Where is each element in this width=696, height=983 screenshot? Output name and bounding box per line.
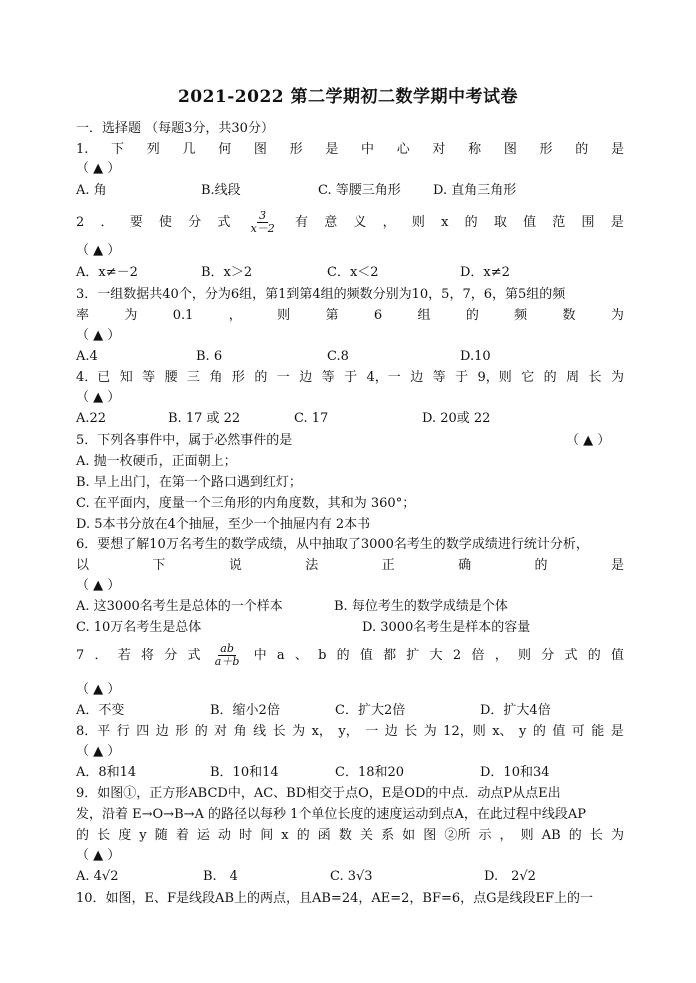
stem-word: 等 (321, 370, 335, 385)
stem-word: x， (311, 724, 332, 739)
stem-word: 动 (218, 828, 232, 843)
stem-word: 为 (124, 308, 138, 323)
stem-word: ， (494, 647, 508, 663)
stem-word: 关 (359, 828, 373, 843)
q9-option-a: A. 4√2 (76, 869, 119, 884)
stem-word: 的 (464, 214, 478, 230)
q6-option-a: A. 这3000名考生是总体的一个样本 (76, 599, 283, 614)
stem-word: 式 (217, 214, 231, 230)
q3-line2 (76, 307, 624, 325)
q7-option-c: C．扩大2倍 (335, 703, 406, 718)
fraction-denominator: a＋b (214, 655, 240, 668)
q9-line2: 发，沿着 E→O→B→A 的路径以每秒 1个单位长度的速度运动到点A，在此过程中线段AP (76, 807, 586, 822)
stem-word: 值 (552, 724, 566, 739)
q2-mark: （ ▲ ） (76, 243, 121, 258)
stem-word: 使 (158, 214, 172, 230)
stem-word: 知 (119, 370, 133, 385)
q5-mark: （ ▲ ） (566, 433, 611, 448)
q9-option-d: D. 2√2 (484, 869, 536, 884)
q9-line3 (76, 827, 624, 845)
q3-mark: （ ▲ ） (76, 328, 121, 343)
q10-line1: 10．如图，E、F是线段AB上的两点，且AB=24，AE=2，BF=6，点G是线段EF上的一 (76, 891, 594, 906)
q4-option-b: B. 17 或 22 (168, 411, 241, 426)
q1-option-a: A. 角 (76, 183, 107, 198)
stem-word: 说 (228, 558, 242, 573)
stem-word: 的 (532, 724, 546, 739)
q6-option-b: B. 每位考生的数学成绩是个体 (334, 599, 508, 614)
stem-word: 形 (175, 724, 189, 739)
q6-mark: （ ▲ ） (76, 578, 121, 593)
q1-mark: （ ▲ ） (76, 161, 121, 176)
stem-word: 数 (562, 308, 576, 323)
q7-mark: （ ▲ ） (76, 682, 121, 697)
stem-word: 对 (432, 142, 446, 157)
q1-option-b: B.线段 (201, 183, 241, 198)
stem-word: y (519, 724, 527, 739)
stem-word: 角 (209, 370, 223, 385)
stem-word: 为 (610, 308, 624, 323)
stem-word: 下 (152, 558, 166, 573)
stem-word: 几 (182, 142, 196, 157)
stem-word: x (281, 828, 289, 843)
q2-option-c: C．x＜2 (327, 265, 379, 280)
stem-word: 、 (294, 647, 308, 663)
stem-word: 第 (325, 308, 339, 323)
stem-word: 腰 (164, 370, 178, 385)
stem-word: 的 (296, 828, 310, 843)
stem-word: 四 (136, 724, 150, 739)
stem-word: 式 (564, 647, 578, 663)
stem-word: ②所 (444, 828, 471, 843)
stem-word: 长 (589, 828, 603, 843)
stem-word: 是 (610, 558, 624, 573)
stem-word: 2 (76, 214, 85, 230)
q6-option-c: C. 10万名考生是总体 (76, 620, 202, 635)
fraction-numerator: 3 (259, 209, 267, 222)
stem-word: 大 (429, 647, 443, 663)
stem-word: 于 (455, 370, 469, 385)
stem-word: 于 (344, 370, 358, 385)
stem-word: 是 (610, 724, 624, 739)
stem-word: 形 (539, 142, 553, 157)
stem-word: 为 (292, 724, 306, 739)
stem-word: 则 (277, 308, 291, 323)
stem-word: 列 (146, 142, 160, 157)
stem-word: 率 (76, 308, 90, 323)
stem-word: 要 (129, 214, 143, 230)
stem-word: 线 (253, 724, 267, 739)
stem-word: 边 (384, 724, 398, 739)
stem-word: 能 (591, 724, 605, 739)
q4-mark: （ ▲ ） (76, 390, 121, 405)
q3-line1: 3．一组数据共40个，分为6组，第1到第4组的频数分别为10，5，7，6，第5组的频 (76, 287, 566, 302)
stem-word: 分 (164, 647, 178, 663)
stem-word: b (318, 647, 327, 663)
stem-word: 等 (142, 370, 156, 385)
stem-word: ． (94, 647, 108, 663)
stem-word: 是 (610, 142, 624, 157)
stem-word: 为 (610, 370, 624, 385)
stem-word: 函 (317, 828, 331, 843)
stem-word: 边 (410, 370, 424, 385)
q2-option-a: A．x≠－2 (76, 265, 138, 280)
stem-word: 有 (294, 214, 308, 230)
stem-word: 以 (76, 558, 90, 573)
stem-word: 扩 (406, 647, 420, 663)
stem-word: 的 (568, 828, 582, 843)
stem-word: 则 (517, 647, 531, 663)
stem-word: 图 (423, 828, 437, 843)
q3-option-b: B. 6 (196, 349, 223, 364)
q2-stem (76, 210, 624, 235)
q6-line1: 6．要想了解10万名考生的数学成绩，从中抽取了3000名考生的数学成绩进行统计分析， (76, 537, 589, 552)
stem-word: 着 (175, 828, 189, 843)
stem-word: 边 (299, 370, 313, 385)
stem-word: 何 (218, 142, 232, 157)
stem-word: 长 (404, 724, 418, 739)
stem-word: 为 (423, 724, 437, 739)
stem-word: a (276, 647, 285, 663)
q3-option-d: D.10 (460, 349, 491, 364)
stem-word: 下 (111, 142, 125, 157)
stem-word: 0.1 (172, 308, 194, 323)
q2-option-b: B．x＞2 (201, 265, 253, 280)
stem-word: 等 (432, 370, 446, 385)
q9-mark: （ ▲ ） (76, 848, 121, 863)
stem-word: x、 (492, 724, 513, 739)
stem-word: 如 (402, 828, 416, 843)
stem-word: 运 (196, 828, 210, 843)
stem-word: 的 (534, 558, 548, 573)
stem-word: 数 (338, 828, 352, 843)
stem-word: 形 (289, 142, 303, 157)
stem-word: 取 (493, 214, 507, 230)
stem-word: 的 (587, 647, 601, 663)
stem-word: 值 (610, 647, 624, 663)
stem-word: x (441, 214, 449, 230)
q7-stem (76, 643, 624, 668)
stem-word: 确 (458, 558, 472, 573)
stem-word: 将 (141, 647, 155, 663)
q4-option-c: C. 17 (294, 411, 329, 426)
stem-word: 示 (478, 828, 492, 843)
stem-word: 系 (381, 828, 395, 843)
q8-option-c: C．18和20 (335, 765, 405, 780)
stem-word: 随 (154, 828, 168, 843)
stem-word: 为 (610, 828, 624, 843)
fraction-denominator: x－2 (250, 222, 275, 235)
stem-word: 时 (239, 828, 253, 843)
stem-word: 行 (116, 724, 130, 739)
stem-word: 式 (187, 647, 201, 663)
q5-option-d: D. 5本书分放在4个抽屉，至少一个抽屉内有 2本书 (76, 517, 371, 532)
stem-word: 可 (571, 724, 585, 739)
q9-line1: 9．如图①，正方形ABCD中，AC、BD相交于点O，E是OD的中点．动点P从点E出 (76, 786, 561, 801)
stem-word: 的 (465, 308, 479, 323)
stem-word: 度 (118, 828, 132, 843)
stem-word: 围 (581, 214, 595, 230)
q5-option-a: A. 抛一枚硬币，正面朝上； (76, 454, 237, 469)
q6-option-d: D. 3000名考生是样本的容量 (362, 620, 531, 635)
stem-word: 6 (373, 308, 383, 323)
q8-stem (76, 723, 624, 741)
stem-word: 分 (188, 214, 202, 230)
stem-word: 频 (514, 308, 528, 323)
stem-word: 长 (272, 724, 286, 739)
q8-option-b: B．10和14 (210, 765, 279, 780)
stem-word: ， (228, 308, 242, 323)
stem-word: 义 (353, 214, 367, 230)
q8-option-a: A．8和14 (76, 765, 137, 780)
q1-option-c: C. 等腰三角形 (318, 183, 401, 198)
stem-word: 的 (194, 724, 208, 739)
q7-option-b: B．缩小2倍 (210, 703, 280, 718)
stem-word: 若 (117, 647, 131, 663)
stem-word: 是 (325, 142, 339, 157)
stem-word: 则 (520, 828, 534, 843)
q5-option-b: B. 早上出门，在第一个路口遇到红灯； (76, 475, 302, 490)
page-title: 2021-2022 第二学期初二数学期中考试卷 (177, 87, 519, 107)
stem-word: 意 (324, 214, 338, 230)
stem-word: 角 (233, 724, 247, 739)
stem-word: 称 (468, 142, 482, 157)
stem-word: 长 (588, 370, 602, 385)
stem-word: 法 (305, 558, 319, 573)
stem-word: 则 (411, 214, 425, 230)
stem-word: 边 (155, 724, 169, 739)
stem-word: AB (541, 828, 561, 843)
stem-word: 8．平 (76, 724, 111, 739)
q1-option-d: D. 直角三角形 (433, 183, 517, 198)
stem-word: 2 (452, 647, 462, 663)
stem-word: 12，则 (443, 724, 486, 739)
stem-word: 分 (541, 647, 555, 663)
stem-word: 对 (214, 724, 228, 739)
stem-word: 的 (76, 828, 90, 843)
stem-word: 图 (503, 142, 517, 157)
stem-word: 是 (610, 214, 624, 230)
stem-word: 4，一 (366, 370, 401, 385)
q5-option-c: C. 在平面内，度量一个三角形的内角度数，其和为 360°； (76, 496, 416, 511)
q3-option-a: A.4 (76, 349, 98, 364)
stem-word: 的 (575, 142, 589, 157)
q5-stem: 5．下列各事件中，属于必然事件的是 (76, 433, 293, 448)
stem-word: 9，则 (477, 370, 512, 385)
stem-word: 三 (187, 370, 201, 385)
stem-word: 周 (566, 370, 580, 385)
q6-line2 (76, 557, 624, 575)
q1-stem (76, 141, 624, 159)
q8-mark: （ ▲ ） (76, 744, 121, 759)
stem-word: 倍 (471, 647, 485, 663)
q4-stem (76, 369, 624, 387)
q7-option-d: D．扩大4倍 (480, 703, 551, 718)
stem-word: 1. (76, 142, 89, 157)
stem-word: 4．已 (76, 370, 111, 385)
fraction (249, 210, 277, 235)
stem-word: 正 (381, 558, 395, 573)
q9-option-c: C. 3√3 (330, 869, 373, 884)
stem-word: 心 (396, 142, 410, 157)
stem-word: ， (499, 828, 513, 843)
stem-word: ， (382, 214, 396, 230)
q3-option-c: C.8 (327, 349, 349, 364)
stem-word: 都 (383, 647, 397, 663)
stem-word: 值 (359, 647, 373, 663)
fraction (213, 643, 242, 668)
stem-word: 图 (253, 142, 267, 157)
stem-word: y， (338, 724, 359, 739)
stem-word: 中 (361, 142, 375, 157)
fraction-numerator: ab (220, 642, 234, 655)
stem-word: 一 (276, 370, 290, 385)
stem-word: 组 (417, 308, 431, 323)
stem-word: 的 (543, 370, 557, 385)
q8-option-d: D．10和34 (480, 765, 550, 780)
stem-word: 间 (260, 828, 274, 843)
stem-word: 长 (97, 828, 111, 843)
q2-option-d: D．x≠2 (460, 265, 510, 280)
stem-word: 范 (552, 214, 566, 230)
stem-word: 一 (365, 724, 379, 739)
stem-word: 7 (76, 647, 85, 663)
stem-word: ． (100, 214, 114, 230)
q9-option-b: B. 4 (203, 869, 238, 884)
stem-word: 中 (253, 647, 267, 663)
q7-option-a: A．不变 (76, 703, 125, 718)
q4-option-d: D. 20或 22 (422, 411, 491, 426)
stem-word: 它 (521, 370, 535, 385)
stem-word: 的 (254, 370, 268, 385)
stem-word: 值 (523, 214, 537, 230)
stem-word: 的 (336, 647, 350, 663)
stem-word: y (139, 828, 147, 843)
q4-option-a: A.22 (76, 411, 107, 426)
stem-word: 形 (231, 370, 245, 385)
section-heading: 一．选择题 （每题3分，共30分） (76, 121, 274, 136)
